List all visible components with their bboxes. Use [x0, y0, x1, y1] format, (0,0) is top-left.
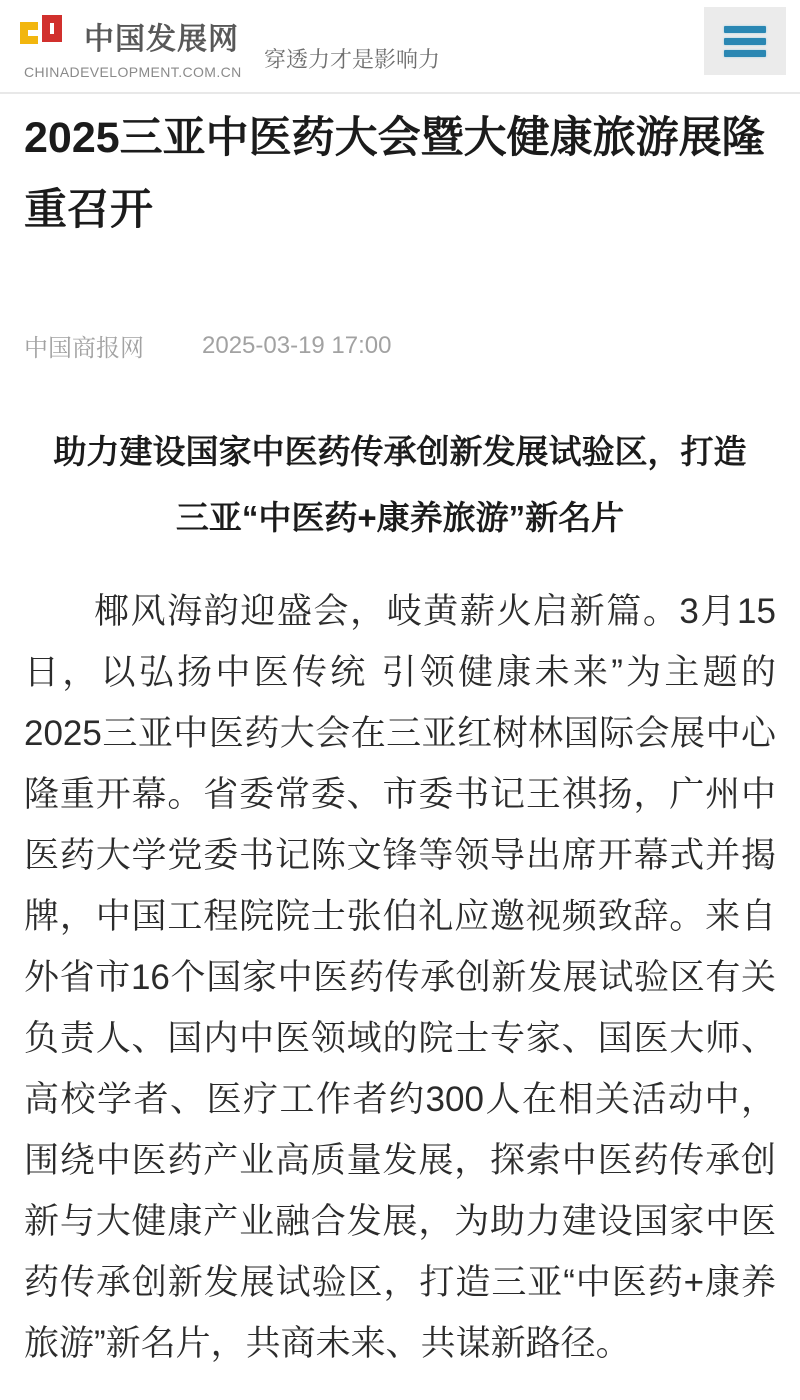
article-datetime: 2025-03-19 17:00	[202, 331, 392, 359]
logo-yellow-bracket	[20, 22, 38, 44]
article-source: 中国商报网	[24, 335, 144, 362]
subtitle-line-1: 助力建设国家中医药传承创新发展试验区，打造	[53, 433, 747, 470]
article-subtitle	[24, 419, 776, 551]
site-logo[interactable]	[18, 8, 242, 84]
subtitle-line-2: 三亚“中医药+康养旅游”新名片	[175, 499, 625, 536]
site-tagline: 穿透力才是影响力	[264, 47, 441, 72]
site-header	[0, 0, 800, 94]
byline	[24, 328, 776, 363]
article-title: 2025三亚中医药大会暨大健康旅游展隆重召开	[24, 114, 765, 234]
article	[0, 102, 800, 1374]
menu-button[interactable]	[704, 7, 786, 75]
logo-name-cn: 中国发展网	[84, 23, 239, 56]
article-body: 椰风海韵迎盛会，岐黄薪火启新篇。3月15日，以弘扬中医传统 引领健康未来”为主题的2025三亚中医药大会在三亚红树林国际会展中心隆重开幕。省委常委、市委书记王祺扬，广州中医药大学党委书记陈文锋等领导出席开幕式并揭牌，中国工程院院士张伯礼应邀视频致辞。来自外省市16个国家中医药传承创新发展试验区有关负责人、国内中医领域的院士专家、国医大师、高校学者、医疗工作者约300人在相关活动中，围绕中医药产业高质量发展，探索中医药传承创新与大健康产业融合发展，为助力建设国家中医药传承创新发展试验区，打造三亚“中医药+康养旅游”新名片，共商未来、共谋新路径。	[24, 592, 776, 1363]
logo-icon	[18, 10, 80, 62]
logo-red-square	[42, 15, 62, 42]
logo-name-en: CHINADEVELOPMENT.COM.CN	[24, 64, 242, 80]
hamburger-icon	[724, 26, 766, 33]
